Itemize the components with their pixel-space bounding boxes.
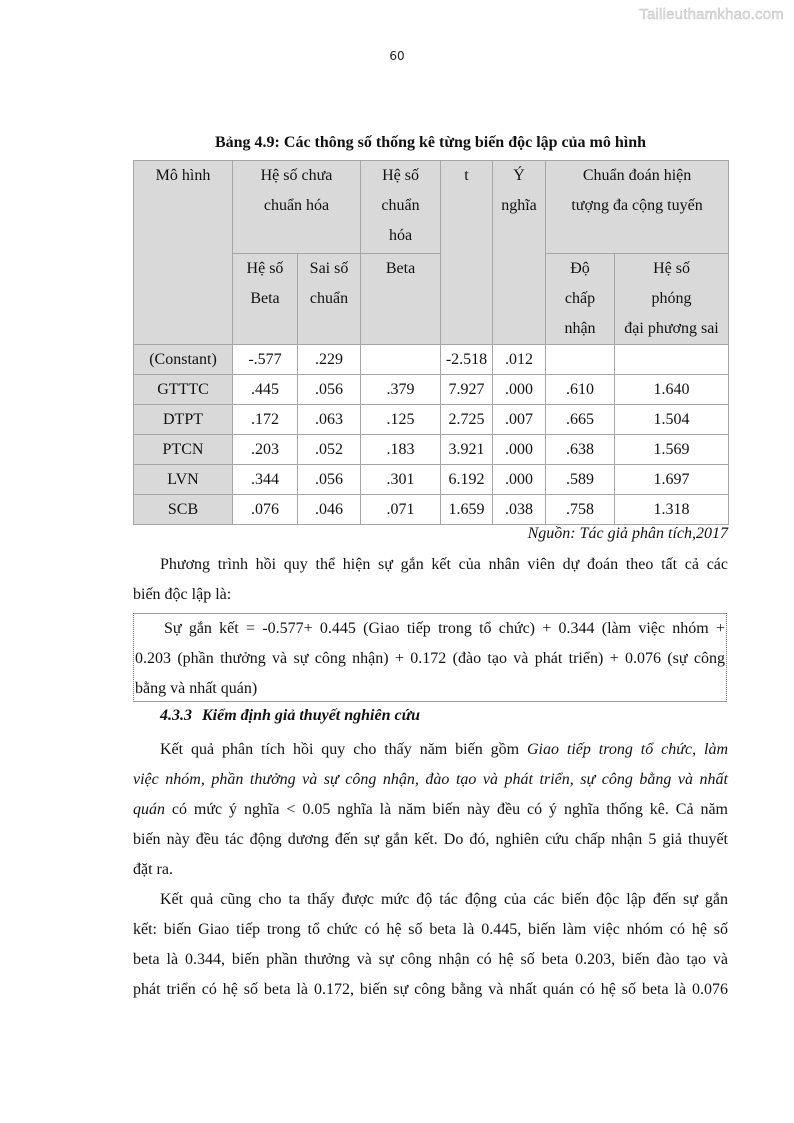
cell-vif [615, 345, 729, 375]
table-row [134, 435, 729, 465]
cell-t: 7.927 [441, 375, 493, 405]
intro-paragraph: Phương trình hồi quy thể hiện sự gắn kết của nhân viên dự đoán theo tất cả các biến độc lập là: [133, 556, 728, 603]
header-collinearity: Chuẩn đoán hiện tượng đa cộng tuyến [546, 161, 729, 254]
header-beta-unstandardized: Hệ số Beta [233, 254, 298, 345]
cell-tol: .665 [546, 405, 615, 435]
cell-t: -2.518 [441, 345, 493, 375]
cell-t: 1.659 [441, 495, 493, 525]
cell-model: GTTTC [134, 375, 233, 405]
statistics-table [133, 160, 729, 525]
cell-vif: 1.318 [615, 495, 729, 525]
cell-model: DTPT [134, 405, 233, 435]
regression-formula-box: Sự gắn kết = -0.577+ 0.445 (Giao tiếp trong tổ chức) + 0.344 (làm việc nhóm + 0.203 (phần thưởng và sự công nhận) + 0.172 (đào tạo và phát triển) + 0.076 (sự công bằng và nhất quán) [133, 613, 727, 702]
cell-se: .063 [298, 405, 361, 435]
cell-se: .229 [298, 345, 361, 375]
cell-b: .172 [233, 405, 298, 435]
cell-beta: .071 [361, 495, 441, 525]
section-heading: 4.3.3 Kiểm định giả thuyết nghiên cứu [160, 707, 421, 724]
cell-sig: .000 [493, 465, 546, 495]
cell-sig: .000 [493, 435, 546, 465]
cell-tol: .758 [546, 495, 615, 525]
header-beta-standardized: Beta [361, 254, 441, 345]
cell-b: .203 [233, 435, 298, 465]
cell-t: 2.725 [441, 405, 493, 435]
cell-sig: .007 [493, 405, 546, 435]
cell-b: .344 [233, 465, 298, 495]
header-model: Mô hình [134, 161, 233, 345]
paragraph-impact-levels: Kết quả cũng cho ta thấy được mức độ tác động của các biến độc lập đến sự gắn kết: biến Giao tiếp trong tổ chức có hệ số beta là 0.445, biến làm việc nhóm có hệ số beta là 0.344, biến phần thưởng và sự công nhận có hệ số beta 0.203, biến đào tạo và phát triển có hệ số beta là 0.172, biến sự công bằng và nhất quán có hệ số beta là 0.076 [133, 891, 728, 998]
cell-beta: .183 [361, 435, 441, 465]
cell-t: 3.921 [441, 435, 493, 465]
cell-vif: 1.569 [615, 435, 729, 465]
cell-vif: 1.697 [615, 465, 729, 495]
table-row [134, 495, 729, 525]
cell-model: (Constant) [134, 345, 233, 375]
cell-beta: .301 [361, 465, 441, 495]
cell-beta: .379 [361, 375, 441, 405]
header-vif: Hệ số phóng đại phương sai [615, 254, 729, 345]
cell-sig: .038 [493, 495, 546, 525]
table-source: Nguồn: Tác giả phân tích,2017 [527, 525, 728, 542]
header-standardized: Hệ số chuẩn hóa [361, 161, 441, 254]
cell-vif: 1.640 [615, 375, 729, 405]
cell-tol: .610 [546, 375, 615, 405]
cell-model: LVN [134, 465, 233, 495]
page-number: 60 [389, 49, 405, 63]
cell-model: SCB [134, 495, 233, 525]
header-std-error: Sai số chuẩn [298, 254, 361, 345]
cell-beta [361, 345, 441, 375]
cell-tol: .638 [546, 435, 615, 465]
cell-model: PTCN [134, 435, 233, 465]
table-row [134, 405, 729, 435]
cell-beta: .125 [361, 405, 441, 435]
watermark: Tailieuthamkhao.com [639, 6, 784, 23]
table-row [134, 345, 729, 375]
header-t: t [441, 161, 493, 345]
header-unstandardized: Hệ số chưa chuẩn hóa [233, 161, 361, 254]
cell-b: .445 [233, 375, 298, 405]
cell-sig: .000 [493, 375, 546, 405]
header-tolerance: Độ chấp nhận [546, 254, 615, 345]
table-row [134, 465, 729, 495]
cell-se: .056 [298, 465, 361, 495]
cell-se: .046 [298, 495, 361, 525]
cell-t: 6.192 [441, 465, 493, 495]
cell-tol: .589 [546, 465, 615, 495]
cell-b: .076 [233, 495, 298, 525]
table-row [134, 375, 729, 405]
cell-tol [546, 345, 615, 375]
paragraph-hypothesis-results: Kết quả phân tích hồi quy cho thấy năm biến gồm Giao tiếp trong tổ chức, làm việc nhóm, phần thưởng và sự công nhận, đào tạo và phát triển, sự công bằng và nhất quán có mức ý nghĩa < 0.05 nghĩa là năm biến này đều có ý nghĩa thống kê. Cả năm biến này đều tác động dương đến sự gắn kết. Do đó, nghiên cứu chấp nhận 5 giả thuyết đặt ra. [133, 741, 728, 878]
header-significance: Ý nghĩa [493, 161, 546, 345]
cell-se: .052 [298, 435, 361, 465]
cell-b: -.577 [233, 345, 298, 375]
cell-se: .056 [298, 375, 361, 405]
cell-sig: .012 [493, 345, 546, 375]
cell-vif: 1.504 [615, 405, 729, 435]
table-title: Bảng 4.9: Các thông số thống kê từng biến độc lập của mô hình [214, 134, 646, 151]
